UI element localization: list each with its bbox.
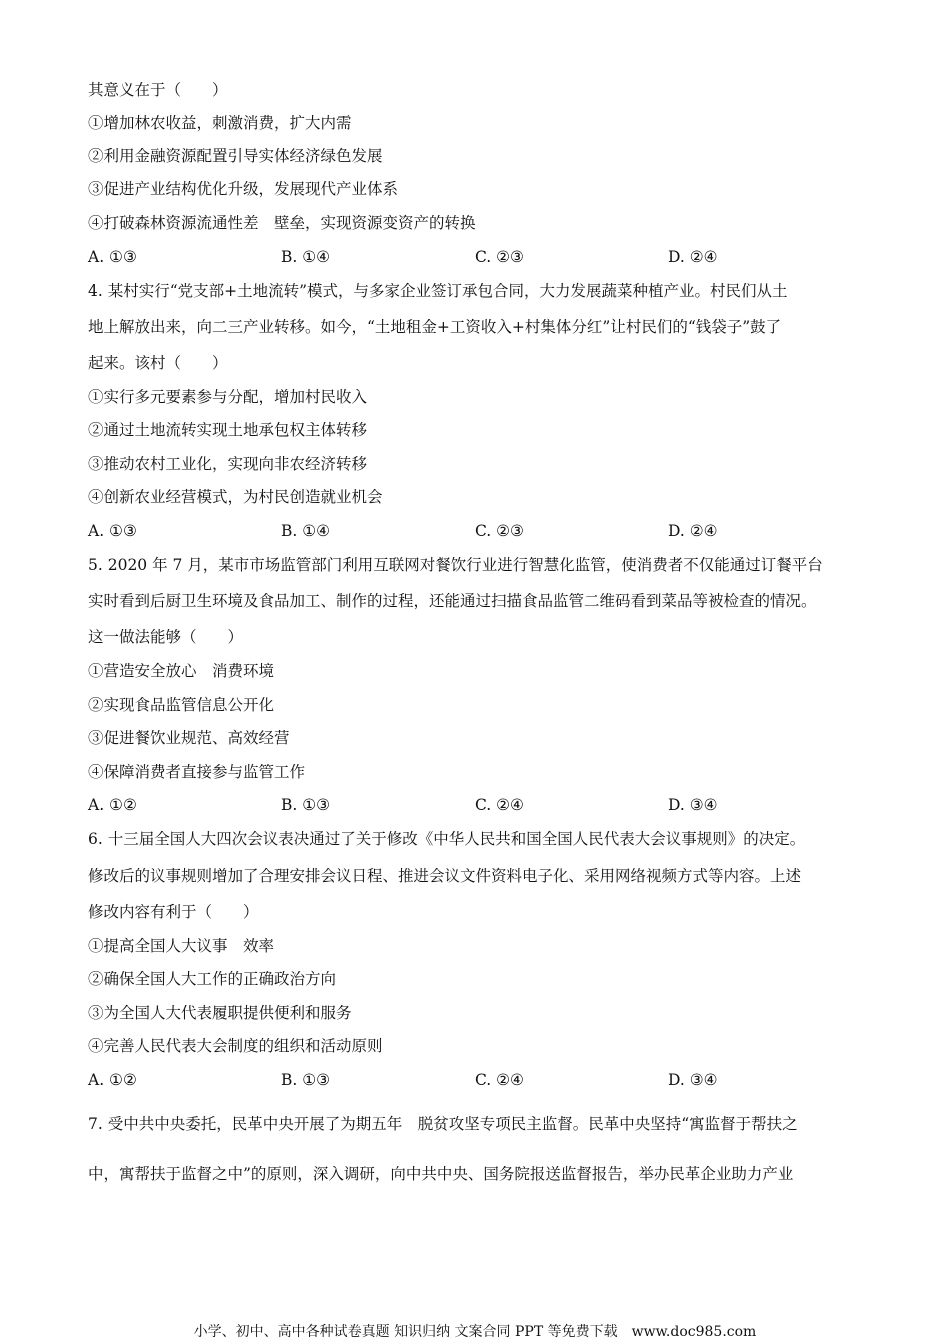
option-c: C. ②④ — [475, 1071, 524, 1089]
option-c: C. ②③ — [475, 522, 524, 540]
answer-options — [88, 1069, 868, 1091]
statement: ④保障消费者直接参与监管工作 — [88, 763, 306, 781]
answer-options — [88, 520, 868, 542]
question-text: 4. 某村实行“党支部+土地流转”模式，与多家企业签订承包合同，大力发展蔬菜种植产业。村民们从土 — [88, 282, 788, 300]
statement: ①实行多元要素参与分配，增加村民收入 — [88, 388, 368, 406]
question-text: 地上解放出来，向二三产业转移。如今，“土地租金+工资收入+村集体分红”让村民们的“钱袋子”鼓了 — [88, 318, 782, 336]
statement: ④打破森林资源流通性差 壁垒，实现资源变资产的转换 — [88, 214, 476, 232]
option-d: D. ③④ — [668, 796, 718, 814]
option-a: A. ①② — [88, 796, 137, 814]
option-b: B. ①③ — [281, 1071, 331, 1089]
option-a: A. ①③ — [88, 522, 137, 540]
question-text: 修改后的议事规则增加了合理安排会议日程、推进会议文件资料电子化、采用网络视频方式等内容。上述 — [88, 867, 802, 885]
option-a: A. ①② — [88, 1071, 137, 1089]
question-text: 起来。该村（ ） — [88, 354, 228, 372]
statement: ②确保全国人大工作的正确政治方向 — [88, 970, 337, 988]
question-text: 中，寓帮扶于监督之中”的原则，深入调研，向中共中央、国务院报送监督报告，举办民革企业助力产业 — [88, 1165, 794, 1183]
page-footer: 小学、初中、高中各种试卷真题 知识归纳 文案合同 PPT 等免费下载 www.doc985.com — [193, 1324, 757, 1340]
statement: ②利用金融资源配置引导实体经济绿色发展 — [88, 147, 383, 165]
question-text: 7. 受中共中央委托，民革中央开展了为期五年 脱贫攻坚专项民主监督。民革中央坚持“寓监督于帮扶之 — [88, 1115, 798, 1133]
option-d: D. ③④ — [668, 1071, 718, 1089]
statement: ①增加林农收益，刺激消费，扩大内需 — [88, 114, 352, 132]
question-text: 实时看到后厨卫生环境及食品加工、制作的过程，还能通过扫描食品监管二维码看到菜品等被检查的情况。 — [88, 592, 817, 610]
option-a: A. ①③ — [88, 248, 137, 266]
statement: ①营造安全放心 消费环境 — [88, 662, 275, 680]
option-b: B. ①④ — [281, 522, 331, 540]
question-text: 5. 2020 年 7 月，某市市场监管部门利用互联网对餐饮行业进行智慧化监管，使消费者不仅能通过订餐平台 — [88, 556, 823, 574]
option-c: C. ②④ — [475, 796, 524, 814]
statement: ②通过土地流转实现土地承包权主体转移 — [88, 421, 368, 439]
option-b: B. ①③ — [281, 796, 331, 814]
question-stem: 其意义在于（ ） — [88, 81, 228, 99]
question-text: 6. 十三届全国人大四次会议表决通过了关于修改《中华人民共和国全国人民代表大会议事规则》的决定。 — [88, 830, 806, 848]
question-text: 这一做法能够（ ） — [88, 628, 244, 646]
statement: ④创新农业经营模式，为村民创造就业机会 — [88, 488, 383, 506]
statement: ③促进餐饮业规范、高效经营 — [88, 729, 290, 747]
statement: ②实现食品监管信息公开化 — [88, 696, 275, 714]
answer-options — [88, 246, 868, 268]
option-d: D. ②④ — [668, 248, 718, 266]
answer-options — [88, 794, 868, 816]
statement: ③为全国人大代表履职提供便利和服务 — [88, 1004, 352, 1022]
option-b: B. ①④ — [281, 248, 331, 266]
statement: ④完善人民代表大会制度的组织和活动原则 — [88, 1037, 383, 1055]
statement: ③推动农村工业化，实现向非农经济转移 — [88, 455, 368, 473]
statement: ③促进产业结构优化升级，发展现代产业体系 — [88, 180, 399, 198]
statement: ①提高全国人大议事 效率 — [88, 937, 275, 955]
option-c: C. ②③ — [475, 248, 524, 266]
question-text: 修改内容有利于（ ） — [88, 903, 259, 921]
option-d: D. ②④ — [668, 522, 718, 540]
